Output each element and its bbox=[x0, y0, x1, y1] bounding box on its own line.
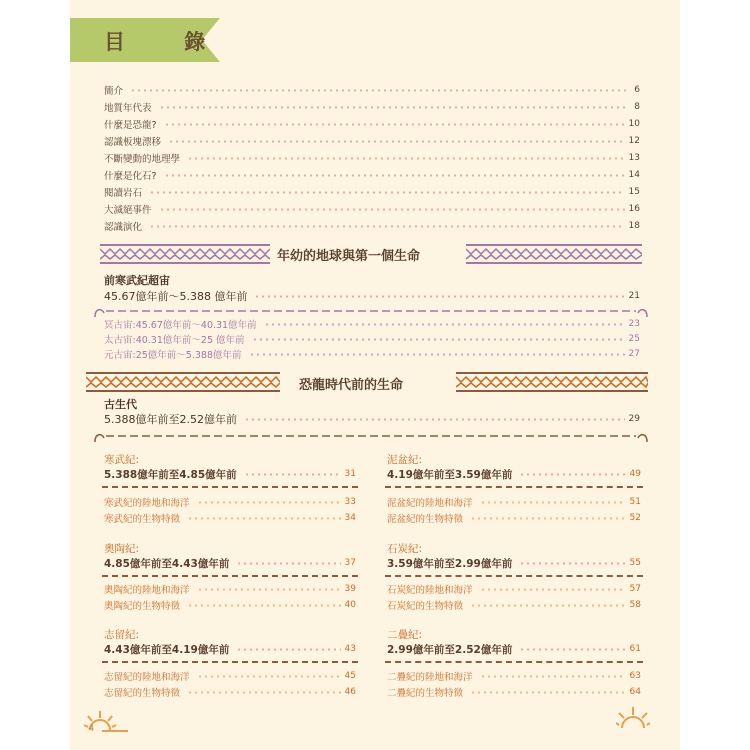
toc-entry[interactable] bbox=[104, 331, 640, 347]
toc-page: 45 bbox=[344, 671, 356, 681]
toc-page: 13 bbox=[628, 153, 640, 163]
toc-label: 5.388億年前至2.52億年前 bbox=[104, 413, 237, 426]
toc-entry[interactable] bbox=[104, 668, 356, 684]
toc-label: 二疊紀的陸地和海洋 bbox=[387, 672, 473, 683]
toc-page: 33 bbox=[344, 497, 356, 507]
toc-entry[interactable] bbox=[387, 597, 641, 613]
dot-leader bbox=[244, 473, 341, 476]
dot-leader bbox=[197, 501, 341, 504]
toc-label: 石炭紀的陸地和海洋 bbox=[387, 585, 473, 596]
toc-entry[interactable] bbox=[104, 116, 640, 132]
toc-page: 34 bbox=[344, 513, 356, 523]
toc-page: 27 bbox=[628, 349, 640, 359]
dot-leader bbox=[149, 191, 625, 194]
toc-label: 冥古宙:45.67億年前～40.31億年前 bbox=[104, 320, 257, 331]
dot-leader bbox=[480, 588, 626, 591]
toc-entry[interactable] bbox=[387, 510, 641, 526]
toc-label: 泥盆紀的陸地和海洋 bbox=[387, 498, 473, 509]
dot-leader bbox=[187, 517, 341, 520]
toc-label: 泥盆紀的生物特徵 bbox=[387, 514, 464, 525]
toc-label: 二疊紀的生物特徵 bbox=[387, 688, 464, 699]
toc-label: 2.99億年前至2.52億年前 bbox=[387, 643, 513, 656]
dashed-rule bbox=[385, 575, 643, 577]
dot-leader bbox=[159, 208, 625, 211]
toc-label: 志留紀的生物特徵 bbox=[104, 688, 181, 699]
zigzag-decoration bbox=[86, 372, 280, 392]
toc-entry[interactable] bbox=[387, 466, 641, 482]
toc-page: 18 bbox=[628, 221, 640, 231]
toc-entry[interactable] bbox=[104, 99, 640, 115]
toc-entry[interactable] bbox=[104, 346, 640, 362]
toc-page: 51 bbox=[629, 497, 641, 507]
toc-label: 3.59億年前至2.99億年前 bbox=[387, 557, 513, 570]
toc-label: 地質年代表 bbox=[104, 103, 152, 114]
toc-entry[interactable] bbox=[104, 494, 356, 510]
toc-entry[interactable] bbox=[104, 288, 640, 304]
dot-leader bbox=[254, 295, 624, 298]
toc-label: 簡介 bbox=[104, 86, 124, 97]
toc-label: 閱讀岩石 bbox=[104, 188, 143, 199]
toc-entry[interactable] bbox=[104, 184, 640, 200]
toc-page: 15 bbox=[628, 187, 640, 197]
dot-leader bbox=[480, 501, 626, 504]
toc-page: 10 bbox=[628, 119, 640, 129]
dashed-rule bbox=[385, 486, 643, 488]
toc-entry[interactable] bbox=[104, 201, 640, 217]
dot-leader bbox=[480, 675, 626, 678]
dashed-rule bbox=[385, 661, 643, 663]
section-title: 年幼的地球與第一個生命 bbox=[277, 249, 421, 264]
dot-leader bbox=[249, 353, 625, 356]
toc-page: 25 bbox=[628, 334, 640, 344]
dot-leader bbox=[164, 174, 625, 177]
dashed-rule bbox=[102, 661, 358, 663]
toc-page: 58 bbox=[629, 600, 641, 610]
toc-label: 太古宙:40.31億年前～25 億年前 bbox=[104, 335, 245, 346]
toc-page: 31 bbox=[344, 469, 356, 479]
toc-label: 奧陶紀的陸地和海洋 bbox=[104, 585, 190, 596]
dot-leader bbox=[470, 517, 626, 520]
dot-leader bbox=[236, 648, 340, 651]
toc-entry[interactable] bbox=[104, 597, 356, 613]
toc-entry[interactable] bbox=[104, 316, 640, 332]
toc-entry[interactable] bbox=[104, 133, 640, 149]
dot-leader bbox=[197, 675, 341, 678]
toc-label: 認識演化 bbox=[104, 222, 143, 233]
toc-label: 寒武紀的生物特徵 bbox=[104, 514, 181, 525]
zigzag-decoration bbox=[466, 244, 642, 264]
toc-entry[interactable] bbox=[387, 555, 641, 571]
period-name: 泥盆紀: bbox=[387, 454, 423, 466]
page-title: 目 錄 bbox=[104, 30, 232, 54]
zigzag-decoration bbox=[456, 372, 648, 392]
dashed-rule bbox=[102, 575, 358, 577]
toc-entry[interactable] bbox=[387, 641, 641, 657]
dot-leader bbox=[252, 338, 625, 341]
era-heading: 前寒武紀超宙 bbox=[104, 274, 170, 287]
page-number: 4 bbox=[88, 723, 95, 734]
dot-leader bbox=[236, 562, 340, 565]
toc-entry[interactable] bbox=[104, 82, 640, 98]
period-name: 奧陶紀: bbox=[104, 543, 140, 555]
toc-label: 4.85億年前至4.43億年前 bbox=[104, 557, 230, 570]
dot-leader bbox=[164, 123, 625, 126]
toc-entry[interactable] bbox=[104, 510, 356, 526]
toc-entry[interactable] bbox=[104, 218, 640, 234]
toc-page: 52 bbox=[629, 513, 641, 523]
toc-label: 元古宙:25億年前～5.388億年前 bbox=[104, 350, 242, 361]
dot-leader bbox=[168, 140, 625, 143]
dot-leader bbox=[159, 106, 628, 109]
toc-page: 6 bbox=[634, 85, 640, 95]
dot-leader bbox=[470, 604, 626, 607]
toc-label: 志留紀的陸地和海洋 bbox=[104, 672, 190, 683]
dot-leader bbox=[264, 323, 625, 326]
toc-page: 46 bbox=[344, 687, 356, 697]
zigzag-decoration bbox=[100, 244, 270, 264]
toc-label: 45.67億年前～5.388 億年前 bbox=[104, 290, 248, 303]
toc-entry[interactable] bbox=[387, 684, 641, 700]
toc-page: 43 bbox=[344, 644, 356, 654]
toc-label: 4.43億年前至4.19億年前 bbox=[104, 643, 230, 656]
dot-leader bbox=[519, 473, 625, 476]
toc-entry[interactable] bbox=[104, 581, 356, 597]
toc-entry[interactable] bbox=[104, 167, 640, 183]
toc-label: 什麼是恐龍? bbox=[104, 120, 157, 131]
era-heading: 古生代 bbox=[104, 398, 137, 411]
dashed-divider bbox=[92, 430, 650, 444]
period-name: 寒武紀: bbox=[104, 454, 140, 466]
period-name: 志留紀: bbox=[104, 629, 140, 641]
toc-entry[interactable] bbox=[104, 150, 640, 166]
toc-page: 55 bbox=[629, 558, 641, 568]
toc-page: 57 bbox=[629, 584, 641, 594]
toc-page: 63 bbox=[629, 671, 641, 681]
dot-leader bbox=[244, 418, 625, 421]
toc-entry[interactable] bbox=[387, 581, 641, 597]
toc-page: 8 bbox=[634, 102, 640, 112]
period-name: 石炭紀: bbox=[387, 543, 423, 555]
toc-page: 23 bbox=[628, 319, 640, 329]
toc-entry[interactable] bbox=[104, 641, 356, 657]
toc-page: 16 bbox=[628, 204, 640, 214]
dot-leader bbox=[149, 225, 625, 228]
toc-entry[interactable] bbox=[104, 684, 356, 700]
toc-page: 14 bbox=[628, 170, 640, 180]
toc-page: 29 bbox=[628, 414, 640, 424]
toc-label: 4.19億年前至3.59億年前 bbox=[387, 468, 513, 481]
toc-page: 61 bbox=[629, 644, 641, 654]
toc-page: 49 bbox=[629, 469, 641, 479]
section-title: 恐龍時代前的生命 bbox=[299, 378, 404, 393]
dot-leader bbox=[519, 648, 625, 651]
toc-label: 大滅絕事件 bbox=[104, 205, 152, 216]
toc-page: 12 bbox=[628, 136, 640, 146]
toc-label: 認識板塊漂移 bbox=[104, 137, 162, 148]
toc-label: 不斷變動的地理學 bbox=[104, 154, 181, 165]
toc-page: 21 bbox=[628, 291, 640, 301]
toc-entry[interactable] bbox=[104, 555, 356, 571]
sun-ornament-icon bbox=[616, 704, 650, 732]
toc-entry[interactable] bbox=[387, 668, 641, 684]
toc-label: 什麼是化石? bbox=[104, 171, 157, 182]
toc-page: 39 bbox=[344, 584, 356, 594]
dot-leader bbox=[519, 562, 625, 565]
toc-label: 奧陶紀的生物特徵 bbox=[104, 601, 181, 612]
toc-page: 40 bbox=[344, 600, 356, 610]
dot-leader bbox=[470, 691, 626, 694]
toc-label: 5.388億年前至4.85億年前 bbox=[104, 468, 237, 481]
toc-entry[interactable] bbox=[104, 466, 356, 482]
toc-page: 37 bbox=[344, 558, 356, 568]
dot-leader bbox=[197, 588, 341, 591]
dot-leader bbox=[130, 89, 628, 92]
dot-leader bbox=[187, 604, 341, 607]
dot-leader bbox=[187, 691, 341, 694]
period-name: 二疊紀: bbox=[387, 629, 423, 641]
toc-entry[interactable] bbox=[104, 411, 640, 427]
toc-entry[interactable] bbox=[387, 494, 641, 510]
dashed-rule bbox=[102, 486, 358, 488]
toc-label: 石炭紀的生物特徵 bbox=[387, 601, 464, 612]
dot-leader bbox=[187, 157, 625, 160]
toc-page: 64 bbox=[629, 687, 641, 697]
toc-label: 寒武紀的陸地和海洋 bbox=[104, 498, 190, 509]
